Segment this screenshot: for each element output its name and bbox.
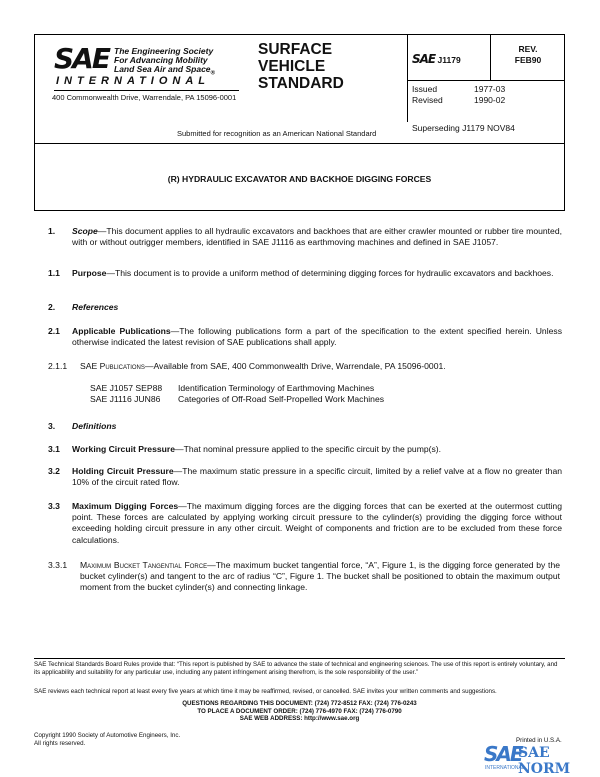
section-1-number: 1.	[48, 226, 56, 236]
sae-logo: SAE	[54, 42, 109, 75]
reference-item: SAE J1057 SEP88 Identification Terminology of Earthmoving Machines	[90, 383, 375, 393]
printed-in: Printed in U.S.A.	[516, 737, 562, 744]
section-2-number: 2.	[48, 302, 56, 312]
doc-number: SAE J1179	[412, 52, 461, 66]
header-divider-2	[490, 34, 491, 80]
section-2-1-number: 2.1	[48, 326, 60, 336]
section-3-3-1: Maximum Bucket Tangential Force—The maximum bucket tangential force, “A”, Figure 1, is the digging force generated by the bucket cylinder(s) and tangent to the arc of radius “C”, Figure 1. The bucket shall be positioned to obtain the maximum output moment from the bucket cylinder(s) and connecting linkage.	[80, 560, 561, 593]
standard-type: SURFACE VEHICLE STANDARD	[258, 41, 344, 92]
reference-list	[90, 383, 384, 405]
header-divider-3	[407, 80, 565, 81]
section-2-1-1-number: 2.1.1	[48, 361, 68, 371]
section-1: Scope—This document applies to all hydraulic excavators and backhoes that are either crawler mounted or rubber tire mounted, with or without outrigger members, identified in SAE J1116 as earthmoving machines and defined in SAE J1057.	[72, 226, 562, 248]
international-label: INTERNATIONAL	[56, 75, 211, 87]
submitted-note: Submitted for recognition as an American National Standard	[177, 129, 377, 138]
document-title: (R) HYDRAULIC EXCAVATOR AND BACKHOE DIGGING FORCES	[167, 174, 432, 184]
section-1-1: Purpose—This document is to provide a uniform method of determining digging forces for hydraulic excavators and backhoes.	[72, 268, 554, 278]
address: 400 Commonwealth Drive, Warrendale, PA 15096-0001	[52, 93, 237, 102]
footer-rules-note: SAE Technical Standards Board Rules provide that: “This report is published by SAE to advance the state of technical and engineering sciences. The use of this report is entirely voluntary, and its applicability and suitability for any particular use, including any patent infringement arising therefrom, is the sole responsibility of the user.”	[34, 661, 558, 676]
section-3-3-1-number: 3.3.1	[48, 560, 68, 570]
section-3-1-number: 3.1	[48, 444, 60, 454]
section-3-3: Maximum Digging Forces—The maximum digging forces are the digging forces that can be exerted at the outermost cutting point. These forces are calculated by applying working circuit pressure to the cylinder(s) providing the digging force without exceeding holding circuit pressure in any other circuit. Weight of components and friction are to be excluded from these force calculations.	[72, 501, 562, 545]
reference-item: SAE J1116 JUN86 Categories of Off-Road Self-Propelled Work Machines	[90, 394, 385, 405]
section-3-2: Holding Circuit Pressure—The maximum static pressure in a specific circuit, limited by a relief valve at a flow no greater than 10% of the circuit rated flow.	[72, 466, 562, 488]
society-name: The Engineering Society For Advancing Mobility Land Sea Air and Space$_®$	[114, 46, 215, 77]
superseding: Superseding J1179 NOV84	[412, 123, 515, 133]
section-3-2-number: 3.2	[48, 466, 60, 476]
section-2-1-1: SAE Publications—Available from SAE, 400 Commonwealth Drive, Warrendale, PA 15096-0001.	[80, 361, 446, 371]
issue-dates: Issued 1977-03 Revised 1990-02	[412, 84, 506, 105]
section-3-number: 3.	[48, 421, 56, 431]
watermark-logo: SAE SAE NORM INTERNATIONAL	[484, 742, 571, 777]
revision: REV. FEB90	[514, 44, 542, 65]
section-3-heading: Definitions	[72, 421, 117, 431]
footer-contact: QUESTIONS REGARDING THIS DOCUMENT: (724) 772-8512 FAX: (724) 776-0243 TO PLACE A DOCUMENT ORDER: (724) 776-4970 FAX: (724) 776-0790 SAE WEB ADDRESS: http://www.sae.org	[182, 700, 417, 722]
section-3-3-number: 3.3	[48, 501, 60, 511]
footer-rule	[34, 658, 565, 659]
section-2-1: Applicable Publications—The following publications form a part of the specification to the extent specified herein. Unless otherwise indicated the latest revision of SAE publications shall apply.	[72, 326, 562, 348]
section-2-heading: References	[72, 302, 119, 312]
footer-review-note: SAE reviews each technical report at least every five years at which time it may be reaffirmed, revised, or cancelled. SAE invites your written comments and suggestions.	[34, 688, 497, 695]
footer-copyright: Copyright 1990 Society of Automotive Engineers, Inc. All rights reserved.	[34, 732, 181, 747]
section-3-1: Working Circuit Pressure—That nominal pressure applied to the specific circuit by the pump(s).	[72, 444, 442, 454]
international-underline	[54, 90, 239, 91]
section-1-1-number: 1.1	[48, 268, 60, 278]
header-divider-1	[407, 34, 408, 122]
